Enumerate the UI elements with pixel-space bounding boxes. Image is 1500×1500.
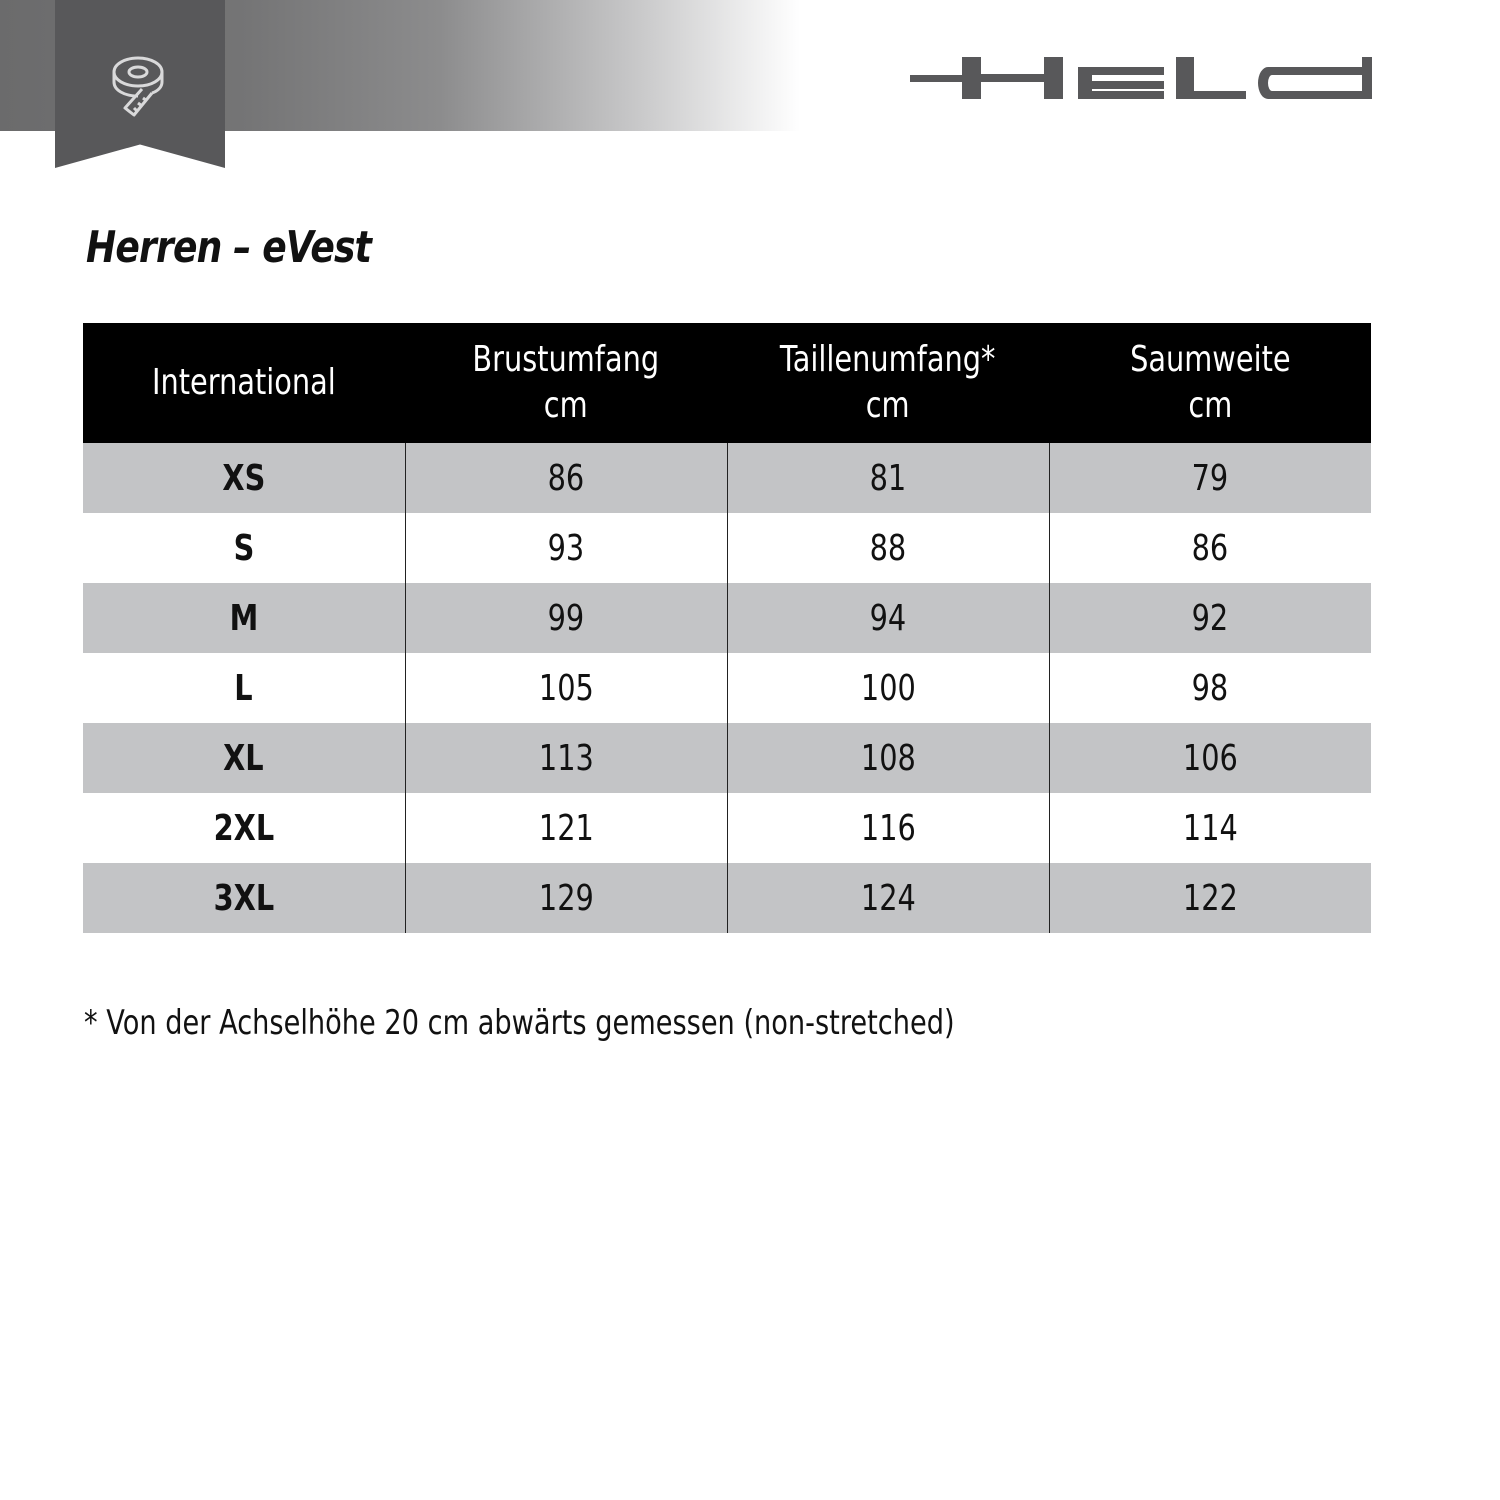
footnote: * Von der Achselhöhe 20 cm abwärts gemessen (non-stretched) <box>84 1003 955 1043</box>
chest-cell: 105 <box>405 653 727 723</box>
hem-cell: 79 <box>1049 443 1371 513</box>
column-header-international: International <box>83 323 405 443</box>
size-cell: M <box>83 583 405 653</box>
waist-cell: 88 <box>727 513 1049 583</box>
waist-cell: 94 <box>727 583 1049 653</box>
size-cell: XL <box>83 723 405 793</box>
chest-cell: 93 <box>405 513 727 583</box>
chest-cell: 121 <box>405 793 727 863</box>
size-cell: S <box>83 513 405 583</box>
hem-cell: 122 <box>1049 863 1371 933</box>
hem-cell: 86 <box>1049 513 1371 583</box>
column-header-chest: Brustumfang cm <box>405 323 727 443</box>
chest-cell: 129 <box>405 863 727 933</box>
table-header-row <box>83 323 1371 443</box>
table-row <box>83 513 1371 583</box>
waist-cell: 116 <box>727 793 1049 863</box>
size-table <box>83 323 1371 933</box>
page-title: Herren – eVest <box>86 222 372 273</box>
size-cell: 3XL <box>83 863 405 933</box>
table-row <box>83 863 1371 933</box>
chest-cell: 113 <box>405 723 727 793</box>
size-cell: L <box>83 653 405 723</box>
measuring-tape-icon <box>110 50 174 120</box>
column-header-waist: Taillenumfang* cm <box>727 323 1049 443</box>
waist-cell: 108 <box>727 723 1049 793</box>
size-cell: XS <box>83 443 405 513</box>
hem-cell: 106 <box>1049 723 1371 793</box>
waist-cell: 100 <box>727 653 1049 723</box>
waist-cell: 124 <box>727 863 1049 933</box>
hem-cell: 114 <box>1049 793 1371 863</box>
size-guide-ribbon <box>55 0 225 168</box>
waist-cell: 81 <box>727 443 1049 513</box>
held-logo <box>910 55 1372 101</box>
table-row <box>83 443 1371 513</box>
size-cell: 2XL <box>83 793 405 863</box>
hem-cell: 92 <box>1049 583 1371 653</box>
table-row <box>83 653 1371 723</box>
table-row <box>83 723 1371 793</box>
chest-cell: 99 <box>405 583 727 653</box>
chest-cell: 86 <box>405 443 727 513</box>
column-header-hem: Saumweite cm <box>1049 323 1371 443</box>
hem-cell: 98 <box>1049 653 1371 723</box>
table-row <box>83 793 1371 863</box>
table-row <box>83 583 1371 653</box>
